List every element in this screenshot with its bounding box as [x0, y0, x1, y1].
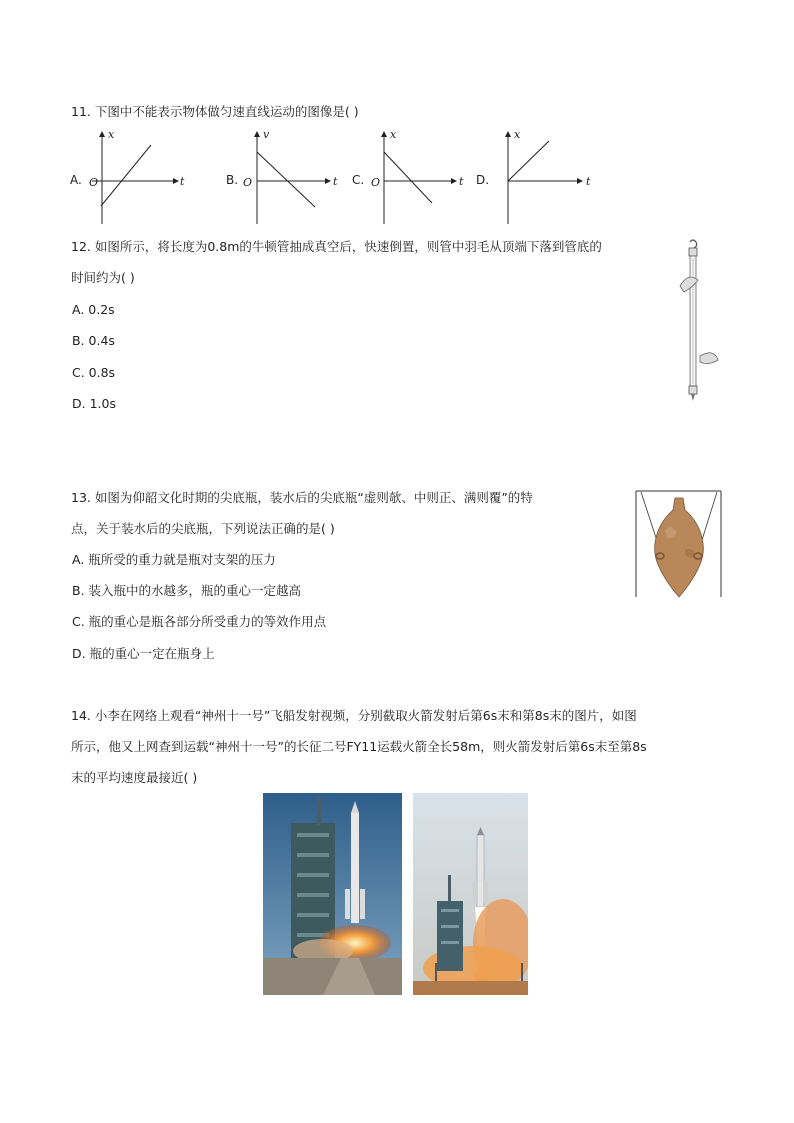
q14-stem-line2: 所示，他又上网查到运载“神州十一号”的长征二号FY11运载火箭全长58m，则火箭发射后第6s末至第8s	[71, 739, 647, 754]
q13-stem-line1: 13. 如图为仰韶文化时期的尖底瓶，装水后的尖底瓶“虚则欹、中则正、满则覆”的特	[71, 490, 533, 505]
q11-d-x-label: t	[586, 175, 591, 188]
q11-graph-b	[226, 128, 346, 228]
rocket-photo-6s	[263, 793, 402, 998]
q11-c-x-label: t	[459, 175, 464, 188]
q11-graph-d	[476, 128, 606, 228]
q13-stem-line2: 点，关于装水后的尖底瓶，下列说法正确的是( )	[71, 521, 335, 536]
q11-a-option-label: A.	[70, 173, 82, 187]
q13-option-b: B. 装入瓶中的水越多，瓶的重心一定越高	[72, 583, 302, 598]
q13-option-d: D. 瓶的重心一定在瓶身上	[72, 646, 215, 661]
rocket-photo-8s	[413, 793, 528, 998]
q13-option-a: A. 瓶所受的重力就是瓶对支架的压力	[72, 552, 276, 567]
q11-b-origin: O	[243, 176, 253, 189]
q11-c-option-label: C.	[352, 173, 365, 187]
q12-option-a: A. 0.2s	[72, 302, 115, 317]
q11-b-option-label: B.	[226, 173, 239, 187]
q11-stem: 11. 下图中不能表示物体做匀速直线运动的图像是( )	[71, 104, 359, 119]
q11-a-x-label: t	[180, 175, 185, 188]
q11-a-line	[101, 145, 151, 206]
q11-b-x-label: t	[333, 175, 338, 188]
q12-option-d: D. 1.0s	[72, 396, 116, 411]
q13-option-c: C. 瓶的重心是瓶各部分所受重力的等效作用点	[72, 614, 327, 629]
q11-c-origin: O	[371, 176, 381, 189]
q11-graph-a	[70, 128, 200, 228]
q12-option-b: B. 0.4s	[72, 333, 115, 348]
q12-option-c: C. 0.8s	[72, 365, 116, 380]
q11-b-line	[257, 152, 315, 207]
pointed-bottle-image	[635, 490, 723, 601]
q11-d-option-label: D.	[476, 173, 490, 187]
q11-graph-c	[352, 128, 472, 228]
q12-stem-line1: 12. 如图所示，将长度为0.8m的牛顿管抽成真空后，快速倒置，则管中羽毛从顶端下落到管底的	[71, 239, 602, 254]
q11-d-y-label: x	[514, 128, 521, 141]
q14-stem-line3: 末的平均速度最接近( )	[71, 770, 198, 785]
q11-c-y-label: x	[390, 128, 397, 141]
q14-stem-line1: 14. 小李在网络上观看“神州十一号”飞船发射视频，分别截取火箭发射后第6s末和第8s末的图片，如图	[71, 708, 637, 723]
q11-c-line	[384, 152, 432, 203]
q11-a-origin: O	[89, 176, 99, 189]
q11-b-y-label: v	[263, 128, 270, 141]
q11-a-y-label: x	[108, 128, 115, 141]
q12-stem-line2: 时间约为( )	[71, 270, 135, 285]
newton-tube-image	[670, 238, 725, 406]
q11-d-line	[508, 141, 549, 181]
